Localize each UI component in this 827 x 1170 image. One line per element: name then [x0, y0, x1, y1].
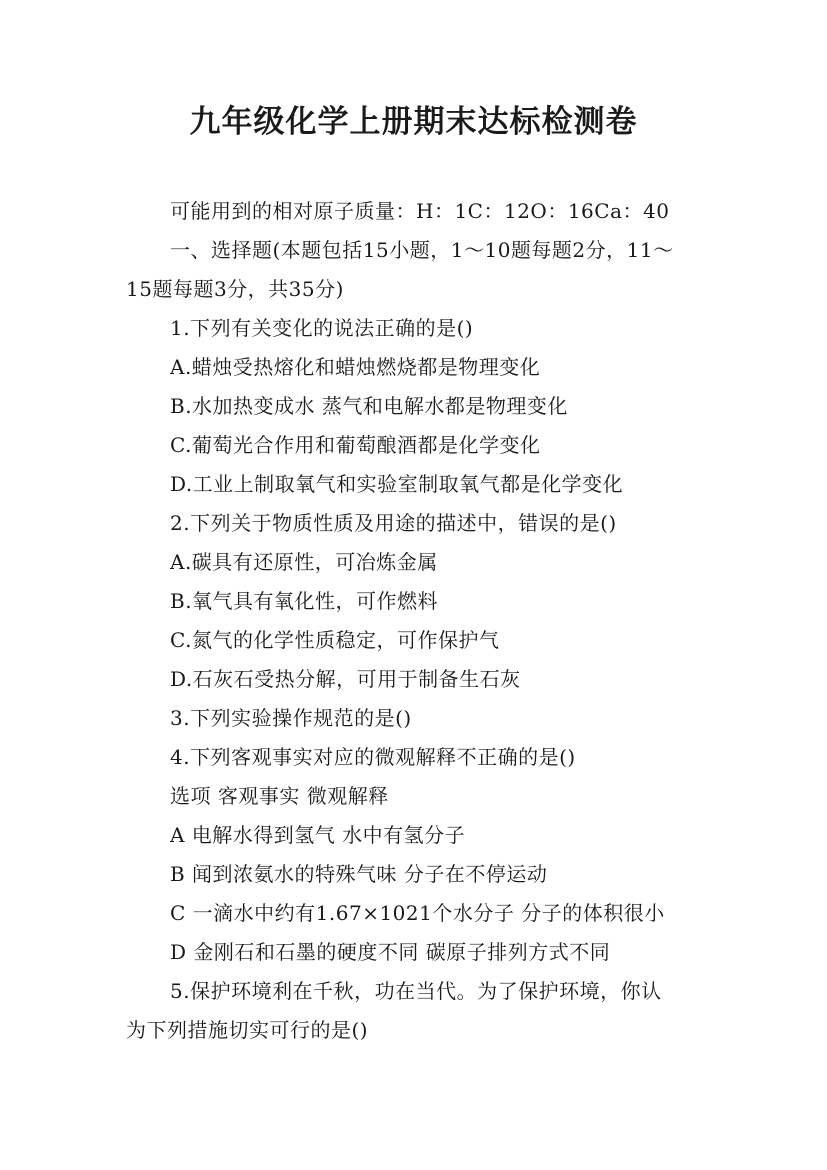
question-2-option-d: D.石灰石受热分解，可用于制备生石灰	[170, 667, 521, 691]
question-2: 2.下列关于物质性质及用途的描述中，错误的是()	[170, 511, 617, 535]
question-4-table-header: 选项 客观事实 微观解释	[170, 784, 389, 808]
question-5: 5.保护环境利在千秋，功在当代。为了保护环境，你认	[170, 979, 662, 1003]
question-1-option-c: C.葡萄光合作用和葡萄酿酒都是化学变化	[170, 433, 541, 457]
question-1-option-a: A.蜡烛受热熔化和蜡烛燃烧都是物理变化	[170, 355, 541, 379]
question-1-option-b: B.水加热变成水 蒸气和电解水都是物理变化	[170, 394, 568, 418]
document-title: 九年级化学上册期末达标检测卷	[189, 104, 638, 140]
question-2-option-b: B.氧气具有氧化性，可作燃料	[170, 589, 439, 613]
question-4-row-a: A 电解水得到氢气 水中有氢分子	[170, 823, 466, 847]
atomic-mass-line: 可能用到的相对原子质量：H：1C：12O：16Ca：40	[170, 199, 670, 223]
section-heading-continued: 15题每题3分，共35分)	[126, 277, 344, 301]
question-4-row-b: B 闻到浓氨水的特殊气味 分子在不停运动	[170, 862, 548, 886]
question-2-option-a: A.碳具有还原性，可冶炼金属	[170, 550, 438, 574]
question-4-row-c: C 一滴水中约有1.67×1021个水分子 分子的体积很小	[170, 901, 665, 925]
question-4: 4.下列客观事实对应的微观解释不正确的是()	[170, 745, 576, 769]
question-5-continued: 为下列措施切实可行的是()	[126, 1018, 369, 1042]
question-1-option-d: D.工业上制取氧气和实验室制取氧气都是化学变化	[170, 472, 624, 496]
question-1: 1.下列有关变化的说法正确的是()	[170, 316, 474, 340]
question-3: 3.下列实验操作规范的是()	[170, 706, 412, 730]
question-2-option-c: C.氮气的化学性质稳定，可作保护气	[170, 628, 500, 652]
question-4-row-d: D 金刚石和石墨的硬度不同 碳原子排列方式不同	[170, 940, 611, 964]
section-heading-line: 一、选择题(本题包括15小题，1～10题每题2分，11～	[170, 238, 674, 262]
